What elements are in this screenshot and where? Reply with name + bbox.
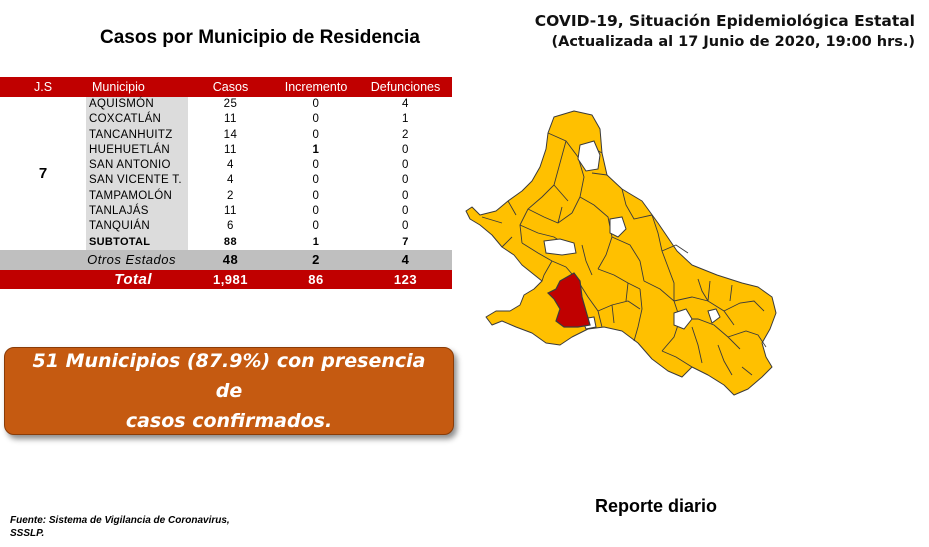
col-municipio: Municipio bbox=[86, 77, 188, 97]
defunciones-cell: 0 bbox=[402, 143, 409, 156]
total-casos: 1,981 bbox=[188, 270, 273, 289]
table-title: Casos por Municipio de Residencia bbox=[100, 27, 420, 48]
municipio-cell: TAMPAMOLÓN bbox=[86, 189, 188, 204]
defunciones-cell: 0 bbox=[402, 189, 409, 202]
defunciones-cell: 0 bbox=[402, 220, 409, 233]
map-state-outline bbox=[466, 111, 776, 395]
otros-incremento: 2 bbox=[273, 250, 359, 270]
municipios-callout bbox=[4, 347, 454, 435]
defunciones-cell: 1 bbox=[402, 113, 409, 126]
subtotal-incremento: 1 bbox=[312, 235, 320, 248]
state-map bbox=[462, 105, 822, 400]
total-row bbox=[0, 270, 452, 289]
col-incremento: Incremento bbox=[273, 77, 359, 97]
otros-defunciones: 4 bbox=[359, 250, 452, 270]
municipio-cell: TANCANHUITZ bbox=[86, 128, 188, 143]
report-title-line1: COVID-19, Situación Epidemiológica Estatal bbox=[534, 12, 915, 30]
otros-estados-row bbox=[0, 250, 452, 270]
casos-cell: 4 bbox=[188, 173, 273, 188]
municipio-cell: AQUISMÓN bbox=[86, 97, 188, 112]
js-cell: 7 bbox=[38, 164, 48, 182]
table-row bbox=[0, 97, 452, 112]
defunciones-cell: 0 bbox=[402, 174, 409, 187]
source-line2: SSSLP. bbox=[10, 528, 45, 539]
subtotal-defunciones: 7 bbox=[402, 235, 409, 248]
subtotal-casos: 88 bbox=[223, 235, 238, 248]
municipio-cell: HUEHUETLÁN bbox=[86, 143, 188, 158]
defunciones-cell: 0 bbox=[402, 205, 409, 218]
incremento-cell: 0 bbox=[312, 159, 320, 172]
col-casos: Casos bbox=[188, 77, 273, 97]
casos-cell: 4 bbox=[188, 158, 273, 173]
municipio-cell: TANQUIÁN bbox=[86, 219, 188, 234]
casos-cell: 11 bbox=[188, 112, 273, 127]
casos-cell: 6 bbox=[188, 219, 273, 234]
municipio-cell: COXCATLÁN bbox=[86, 112, 188, 127]
total-label: Total bbox=[0, 270, 188, 289]
callout-line1: 51 Municipios (87.9%) con presencia de bbox=[32, 350, 426, 402]
total-incremento: 86 bbox=[273, 270, 359, 289]
cases-table bbox=[0, 77, 452, 289]
report-label: Reporte diario bbox=[595, 496, 718, 516]
subtotal-label: SUBTOTAL bbox=[86, 235, 188, 250]
source-note bbox=[10, 514, 230, 540]
otros-estados-label: Otros Estados bbox=[0, 250, 188, 270]
report-title-line2: (Actualizada al 17 Junio de 2020, 19:00 hrs.) bbox=[551, 34, 915, 50]
casos-cell: 25 bbox=[188, 97, 273, 112]
col-js: J.S bbox=[0, 77, 86, 97]
municipio-cell: SAN VICENTE T. bbox=[86, 173, 188, 188]
defunciones-cell: 4 bbox=[402, 98, 409, 110]
casos-cell: 11 bbox=[188, 204, 273, 219]
defunciones-cell: 0 bbox=[402, 159, 409, 172]
casos-cell: 11 bbox=[188, 143, 273, 158]
incremento-cell: 0 bbox=[312, 189, 320, 202]
incremento-cell: 0 bbox=[312, 220, 320, 233]
callout-line2: casos confirmados. bbox=[125, 410, 333, 432]
source-line1: Fuente: Sistema de Vigilancia de Coronavirus, bbox=[10, 515, 230, 526]
municipio-cell: SAN ANTONIO bbox=[86, 158, 188, 173]
report-title bbox=[535, 10, 915, 52]
incremento-cell: 0 bbox=[312, 98, 320, 110]
casos-cell: 2 bbox=[188, 189, 273, 204]
incremento-cell: 0 bbox=[312, 128, 320, 141]
casos-cell: 14 bbox=[188, 128, 273, 143]
incremento-cell: 0 bbox=[312, 113, 320, 126]
incremento-cell: 1 bbox=[312, 143, 320, 156]
table-header-row bbox=[0, 77, 452, 97]
incremento-cell: 0 bbox=[312, 205, 320, 218]
col-defunciones: Defunciones bbox=[359, 77, 452, 97]
total-defunciones: 123 bbox=[359, 270, 452, 289]
otros-casos: 48 bbox=[188, 250, 273, 270]
incremento-cell: 0 bbox=[312, 174, 320, 187]
defunciones-cell: 2 bbox=[402, 128, 409, 141]
municipio-cell: TANLAJÁS bbox=[86, 204, 188, 219]
